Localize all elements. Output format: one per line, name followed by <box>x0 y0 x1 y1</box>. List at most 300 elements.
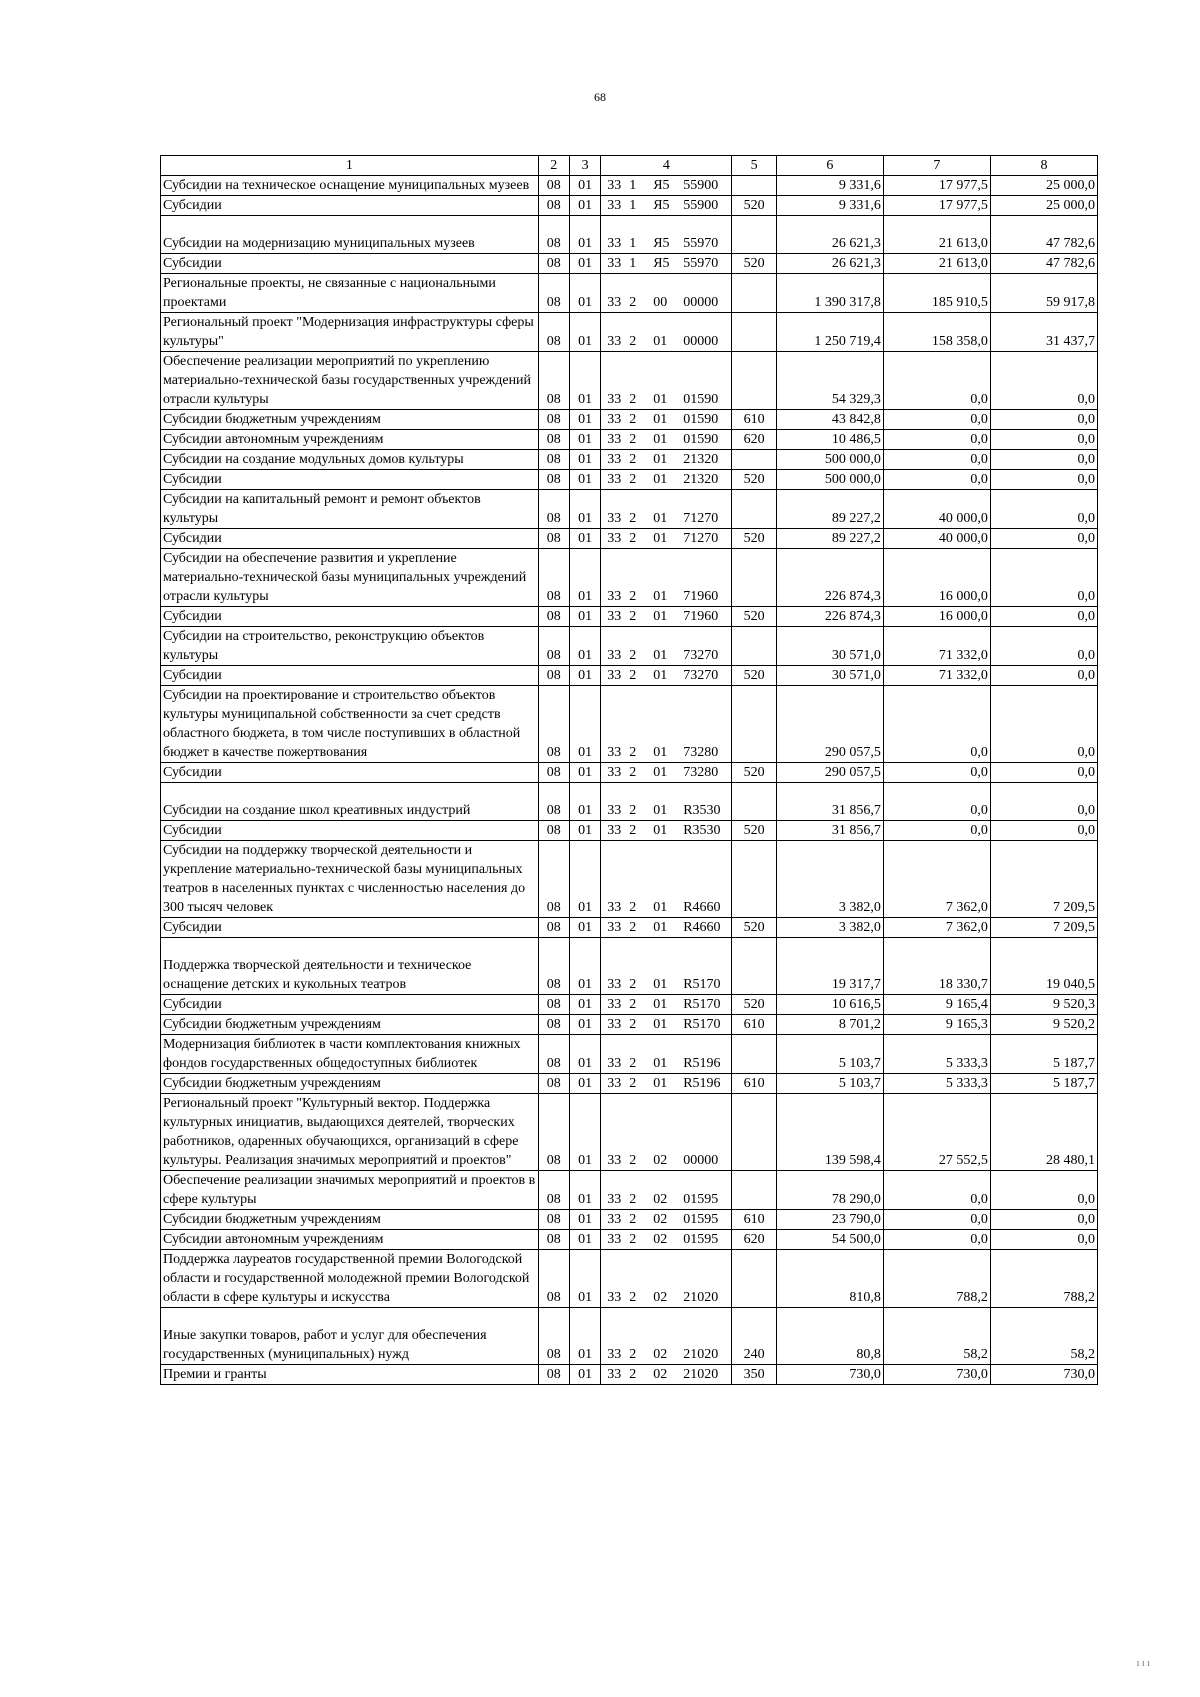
code-part-k1: 33 <box>607 648 622 663</box>
row-col-8: 25 000,0 <box>990 196 1097 216</box>
row-col-7: 21 613,0 <box>883 254 990 274</box>
code-part-k2: 2 <box>629 920 637 935</box>
row-col-3: 01 <box>569 841 600 918</box>
code-part-k2: 2 <box>629 1290 637 1305</box>
row-col-2: 08 <box>538 1210 569 1230</box>
row-col-3: 01 <box>569 1365 600 1385</box>
row-col-7: 16 000,0 <box>883 549 990 607</box>
row-col-5: 520 <box>732 821 776 841</box>
row-col-4 <box>601 254 732 274</box>
row-col-7: 71 332,0 <box>883 627 990 666</box>
row-name: Субсидии <box>161 666 539 686</box>
row-col-7: 40 000,0 <box>883 490 990 529</box>
code-part-k4: 55970 <box>683 256 719 271</box>
row-name: Субсидии <box>161 821 539 841</box>
row-col-7: 0,0 <box>883 783 990 821</box>
row-col-6: 226 874,3 <box>776 607 883 627</box>
row-col-3: 01 <box>569 938 600 995</box>
row-col-6: 43 842,8 <box>776 410 883 430</box>
row-col-7: 9 165,4 <box>883 995 990 1015</box>
row-col-3: 01 <box>569 196 600 216</box>
table-row <box>161 1308 1098 1365</box>
table-row <box>161 821 1098 841</box>
table-row <box>161 666 1098 686</box>
row-col-8: 0,0 <box>990 607 1097 627</box>
code-part-k3: Я5 <box>653 256 670 271</box>
row-col-8: 58,2 <box>990 1308 1097 1365</box>
row-col-7: 730,0 <box>883 1365 990 1385</box>
row-col-5 <box>732 1094 776 1171</box>
table-row <box>161 1250 1098 1308</box>
row-col-2: 08 <box>538 995 569 1015</box>
table-row <box>161 1074 1098 1094</box>
row-name: Субсидии на поддержку творческой деятельности и укрепление материально-технической базы муниципальных театров в населенных пунктах с численностью населения до 300 тысяч человек <box>161 841 539 918</box>
code-part-k3: 01 <box>653 609 668 624</box>
code-part-k3: 01 <box>653 648 668 663</box>
row-col-3: 01 <box>569 1171 600 1210</box>
row-col-6: 730,0 <box>776 1365 883 1385</box>
row-col-3: 01 <box>569 686 600 763</box>
table-row <box>161 783 1098 821</box>
row-col-6: 8 701,2 <box>776 1015 883 1035</box>
row-col-7: 9 165,3 <box>883 1015 990 1035</box>
code-part-k1: 33 <box>607 295 622 310</box>
row-col-8: 0,0 <box>990 1230 1097 1250</box>
code-part-k3: 02 <box>653 1212 668 1227</box>
table-row <box>161 254 1098 274</box>
table-row <box>161 352 1098 410</box>
row-col-5: 520 <box>732 666 776 686</box>
table-row <box>161 686 1098 763</box>
row-col-3: 01 <box>569 821 600 841</box>
row-col-3: 01 <box>569 430 600 450</box>
row-col-5: 610 <box>732 410 776 430</box>
code-part-k1: 33 <box>607 1153 622 1168</box>
row-name: Субсидии на создание модульных домов культуры <box>161 450 539 470</box>
code-part-k2: 2 <box>629 295 637 310</box>
row-col-8: 9 520,3 <box>990 995 1097 1015</box>
code-part-k2: 2 <box>629 452 637 467</box>
col-header-3: 3 <box>569 156 600 176</box>
row-col-6: 290 057,5 <box>776 763 883 783</box>
row-col-8: 19 040,5 <box>990 938 1097 995</box>
row-col-6: 10 486,5 <box>776 430 883 450</box>
row-col-4 <box>601 841 732 918</box>
row-col-2: 08 <box>538 450 569 470</box>
row-col-6: 54 329,3 <box>776 352 883 410</box>
row-col-3: 01 <box>569 1230 600 1250</box>
row-name: Субсидии на модернизацию муниципальных музеев <box>161 216 539 254</box>
row-col-3: 01 <box>569 1210 600 1230</box>
row-col-5: 520 <box>732 763 776 783</box>
row-col-3: 01 <box>569 918 600 938</box>
row-name: Субсидии <box>161 763 539 783</box>
code-part-k4: 55900 <box>683 178 719 193</box>
row-col-7: 788,2 <box>883 1250 990 1308</box>
row-col-6: 810,8 <box>776 1250 883 1308</box>
table-row <box>161 1210 1098 1230</box>
row-col-4 <box>601 666 732 686</box>
row-col-5 <box>732 938 776 995</box>
table-row <box>161 1094 1098 1171</box>
row-col-4 <box>601 196 732 216</box>
row-col-2: 08 <box>538 821 569 841</box>
table-row <box>161 995 1098 1015</box>
row-col-2: 08 <box>538 841 569 918</box>
row-col-6: 9 331,6 <box>776 176 883 196</box>
code-part-k4: R5170 <box>683 977 721 992</box>
row-col-2: 08 <box>538 549 569 607</box>
row-col-5: 610 <box>732 1210 776 1230</box>
code-part-k2: 1 <box>629 178 637 193</box>
code-part-k3: 01 <box>653 745 668 760</box>
code-part-k2: 2 <box>629 472 637 487</box>
row-col-2: 08 <box>538 1171 569 1210</box>
col-header-1: 1 <box>161 156 539 176</box>
code-part-k3: 01 <box>653 589 668 604</box>
row-col-7: 71 332,0 <box>883 666 990 686</box>
code-part-k3: 01 <box>653 432 668 447</box>
row-name: Иные закупки товаров, работ и услуг для обеспечения государственных (муниципальных) нужд <box>161 1308 539 1365</box>
code-part-k3: 02 <box>653 1192 668 1207</box>
row-col-4 <box>601 1210 732 1230</box>
row-col-7: 40 000,0 <box>883 529 990 549</box>
row-col-4 <box>601 313 732 352</box>
row-col-5 <box>732 1250 776 1308</box>
col-header-7: 7 <box>883 156 990 176</box>
row-col-6: 5 103,7 <box>776 1074 883 1094</box>
row-name: Субсидии <box>161 254 539 274</box>
code-part-k2: 2 <box>629 1347 637 1362</box>
row-col-7: 5 333,3 <box>883 1074 990 1094</box>
row-col-3: 01 <box>569 607 600 627</box>
row-col-7: 0,0 <box>883 450 990 470</box>
budget-table <box>160 155 1098 1385</box>
row-name: Субсидии бюджетным учреждениям <box>161 1210 539 1230</box>
row-col-7: 0,0 <box>883 1230 990 1250</box>
row-name: Субсидии <box>161 470 539 490</box>
row-col-4 <box>601 1035 732 1074</box>
col-header-8: 8 <box>990 156 1097 176</box>
code-part-k2: 2 <box>629 392 637 407</box>
code-part-k1: 33 <box>607 198 622 213</box>
row-col-8: 0,0 <box>990 1210 1097 1230</box>
row-col-2: 08 <box>538 352 569 410</box>
row-col-7: 18 330,7 <box>883 938 990 995</box>
row-col-2: 08 <box>538 1250 569 1308</box>
code-part-k4: 71960 <box>683 589 719 604</box>
code-part-k3: 02 <box>653 1232 668 1247</box>
row-col-7: 0,0 <box>883 470 990 490</box>
code-part-k1: 33 <box>607 392 622 407</box>
row-col-4 <box>601 938 732 995</box>
code-part-k1: 33 <box>607 236 622 251</box>
row-col-7: 58,2 <box>883 1308 990 1365</box>
row-col-3: 01 <box>569 352 600 410</box>
row-col-2: 08 <box>538 313 569 352</box>
row-col-5 <box>732 627 776 666</box>
row-col-3: 01 <box>569 1015 600 1035</box>
code-part-k4: 21020 <box>683 1290 719 1305</box>
row-name: Региональные проекты, не связанные с национальными проектами <box>161 274 539 313</box>
table-row <box>161 918 1098 938</box>
row-col-6: 26 621,3 <box>776 254 883 274</box>
code-part-k3: 01 <box>653 472 668 487</box>
col-header-5: 5 <box>732 156 776 176</box>
table-row <box>161 1365 1098 1385</box>
row-name: Субсидии <box>161 607 539 627</box>
row-col-7: 0,0 <box>883 352 990 410</box>
code-part-k1: 33 <box>607 997 622 1012</box>
row-col-8: 0,0 <box>990 1171 1097 1210</box>
row-col-7: 27 552,5 <box>883 1094 990 1171</box>
row-col-2: 08 <box>538 1308 569 1365</box>
row-col-8: 0,0 <box>990 686 1097 763</box>
row-col-6: 1 250 719,4 <box>776 313 883 352</box>
row-col-7: 0,0 <box>883 821 990 841</box>
code-part-k3: 01 <box>653 531 668 546</box>
row-col-6: 3 382,0 <box>776 841 883 918</box>
row-col-2: 08 <box>538 783 569 821</box>
row-col-4 <box>601 1015 732 1035</box>
code-part-k3: 01 <box>653 1056 668 1071</box>
row-col-7: 5 333,3 <box>883 1035 990 1074</box>
table-row <box>161 607 1098 627</box>
row-name: Субсидии бюджетным учреждениям <box>161 1015 539 1035</box>
row-col-2: 08 <box>538 763 569 783</box>
row-name: Модернизация библиотек в части комплектования книжных фондов государственных общедоступных библиотек <box>161 1035 539 1074</box>
code-part-k4: 71270 <box>683 511 719 526</box>
row-col-8: 0,0 <box>990 763 1097 783</box>
row-col-3: 01 <box>569 529 600 549</box>
row-col-5 <box>732 686 776 763</box>
code-part-k4: 55970 <box>683 236 719 251</box>
row-col-4 <box>601 821 732 841</box>
row-col-8: 0,0 <box>990 450 1097 470</box>
code-part-k2: 2 <box>629 668 637 683</box>
code-part-k1: 33 <box>607 452 622 467</box>
row-col-3: 01 <box>569 1074 600 1094</box>
row-col-6: 31 856,7 <box>776 783 883 821</box>
code-part-k1: 33 <box>607 1056 622 1071</box>
row-col-5 <box>732 352 776 410</box>
header-row <box>161 156 1098 176</box>
code-part-k3: Я5 <box>653 198 670 213</box>
row-col-7: 21 613,0 <box>883 216 990 254</box>
row-col-4 <box>601 352 732 410</box>
code-part-k2: 2 <box>629 823 637 838</box>
code-part-k4: 01595 <box>683 1232 719 1247</box>
row-name: Субсидии на техническое оснащение муниципальных музеев <box>161 176 539 196</box>
row-col-4 <box>601 1171 732 1210</box>
table-row <box>161 490 1098 529</box>
row-col-4 <box>601 783 732 821</box>
code-part-k3: 01 <box>653 392 668 407</box>
row-col-8: 788,2 <box>990 1250 1097 1308</box>
table-row <box>161 470 1098 490</box>
table-row <box>161 196 1098 216</box>
code-part-k1: 33 <box>607 531 622 546</box>
row-col-3: 01 <box>569 490 600 529</box>
code-part-k3: 01 <box>653 765 668 780</box>
row-col-5 <box>732 783 776 821</box>
code-part-k1: 33 <box>607 1212 622 1227</box>
code-part-k1: 33 <box>607 823 622 838</box>
row-col-4 <box>601 430 732 450</box>
code-part-k3: 01 <box>653 1076 668 1091</box>
col-header-2: 2 <box>538 156 569 176</box>
row-col-7: 17 977,5 <box>883 196 990 216</box>
code-part-k1: 33 <box>607 765 622 780</box>
code-part-k4: R5196 <box>683 1076 721 1091</box>
row-col-3: 01 <box>569 1094 600 1171</box>
row-col-5 <box>732 549 776 607</box>
row-col-7: 16 000,0 <box>883 607 990 627</box>
code-part-k4: 21320 <box>683 452 719 467</box>
code-part-k1: 33 <box>607 334 622 349</box>
row-name: Субсидии <box>161 529 539 549</box>
row-col-8: 0,0 <box>990 470 1097 490</box>
code-part-k3: 00 <box>653 295 668 310</box>
code-part-k1: 33 <box>607 256 622 271</box>
row-col-6: 23 790,0 <box>776 1210 883 1230</box>
row-col-8: 0,0 <box>990 627 1097 666</box>
row-col-3: 01 <box>569 216 600 254</box>
row-name: Субсидии <box>161 196 539 216</box>
row-col-3: 01 <box>569 549 600 607</box>
page-number: 68 <box>594 90 606 104</box>
row-col-7: 0,0 <box>883 686 990 763</box>
row-col-3: 01 <box>569 995 600 1015</box>
table-row <box>161 841 1098 918</box>
row-col-4 <box>601 627 732 666</box>
code-part-k1: 33 <box>607 609 622 624</box>
table-row <box>161 430 1098 450</box>
row-col-3: 01 <box>569 666 600 686</box>
row-col-8: 47 782,6 <box>990 254 1097 274</box>
code-part-k4: 01590 <box>683 392 719 407</box>
row-col-2: 08 <box>538 216 569 254</box>
row-col-2: 08 <box>538 410 569 430</box>
row-col-4 <box>601 529 732 549</box>
code-part-k2: 2 <box>629 334 637 349</box>
row-col-5 <box>732 450 776 470</box>
row-col-6: 78 290,0 <box>776 1171 883 1210</box>
col-header-4: 4 <box>601 156 732 176</box>
code-part-k2: 2 <box>629 900 637 915</box>
row-name: Субсидии автономным учреждениям <box>161 430 539 450</box>
code-part-k4: R5170 <box>683 997 721 1012</box>
code-part-k1: 33 <box>607 1232 622 1247</box>
code-part-k2: 2 <box>629 1076 637 1091</box>
row-col-3: 01 <box>569 1250 600 1308</box>
row-col-3: 01 <box>569 274 600 313</box>
code-part-k4: 73280 <box>683 765 719 780</box>
row-col-2: 08 <box>538 430 569 450</box>
row-col-2: 08 <box>538 529 569 549</box>
row-col-6: 226 874,3 <box>776 549 883 607</box>
row-col-6: 31 856,7 <box>776 821 883 841</box>
code-part-k3: 01 <box>653 668 668 683</box>
row-col-8: 9 520,2 <box>990 1015 1097 1035</box>
row-col-4 <box>601 176 732 196</box>
row-col-6: 26 621,3 <box>776 216 883 254</box>
row-col-2: 08 <box>538 1365 569 1385</box>
row-col-6: 54 500,0 <box>776 1230 883 1250</box>
row-col-6: 10 616,5 <box>776 995 883 1015</box>
table-row <box>161 1035 1098 1074</box>
row-col-8: 7 209,5 <box>990 841 1097 918</box>
row-col-5: 520 <box>732 254 776 274</box>
row-col-2: 08 <box>538 1230 569 1250</box>
code-part-k3: 01 <box>653 334 668 349</box>
row-col-2: 08 <box>538 176 569 196</box>
row-col-2: 08 <box>538 1094 569 1171</box>
table-row <box>161 549 1098 607</box>
row-col-2: 08 <box>538 918 569 938</box>
code-part-k3: 02 <box>653 1290 668 1305</box>
code-part-k4: 21020 <box>683 1347 719 1362</box>
row-col-4 <box>601 410 732 430</box>
row-col-4 <box>601 1074 732 1094</box>
code-part-k1: 33 <box>607 1347 622 1362</box>
code-part-k4: R5196 <box>683 1056 721 1071</box>
row-col-8: 28 480,1 <box>990 1094 1097 1171</box>
row-name: Субсидии <box>161 995 539 1015</box>
row-name: Субсидии <box>161 918 539 938</box>
row-col-5 <box>732 216 776 254</box>
row-col-2: 08 <box>538 686 569 763</box>
table-row <box>161 627 1098 666</box>
row-name: Региональный проект "Культурный вектор. Поддержка культурных инициатив, выдающихся деятелей, творческих работников, одаренных обучающихся, организаций в сфере культуры. Реализация значимых мероприятий и проектов" <box>161 1094 539 1171</box>
table-row <box>161 274 1098 313</box>
row-col-6: 30 571,0 <box>776 627 883 666</box>
row-col-5: 520 <box>732 918 776 938</box>
code-part-k2: 2 <box>629 432 637 447</box>
table-row <box>161 1171 1098 1210</box>
row-col-7: 17 977,5 <box>883 176 990 196</box>
code-part-k3: Я5 <box>653 178 670 193</box>
table-row <box>161 763 1098 783</box>
code-part-k4: 00000 <box>683 295 719 310</box>
table-row <box>161 450 1098 470</box>
code-part-k3: 01 <box>653 412 668 427</box>
row-col-4 <box>601 686 732 763</box>
row-col-6: 19 317,7 <box>776 938 883 995</box>
code-part-k2: 2 <box>629 1367 637 1382</box>
row-col-8: 59 917,8 <box>990 274 1097 313</box>
row-col-3: 01 <box>569 763 600 783</box>
row-col-2: 08 <box>538 196 569 216</box>
row-col-5 <box>732 1035 776 1074</box>
code-part-k4: 73270 <box>683 668 719 683</box>
code-part-k1: 33 <box>607 412 622 427</box>
row-name: Субсидии на капитальный ремонт и ремонт объектов культуры <box>161 490 539 529</box>
row-col-5: 520 <box>732 470 776 490</box>
code-part-k2: 2 <box>629 1153 637 1168</box>
row-col-8: 25 000,0 <box>990 176 1097 196</box>
code-part-k2: 2 <box>629 1232 637 1247</box>
row-col-8: 0,0 <box>990 352 1097 410</box>
row-name: Субсидии бюджетным учреждениям <box>161 1074 539 1094</box>
row-col-4 <box>601 450 732 470</box>
row-col-6: 3 382,0 <box>776 918 883 938</box>
code-part-k3: 01 <box>653 900 668 915</box>
row-col-7: 0,0 <box>883 410 990 430</box>
code-part-k2: 2 <box>629 648 637 663</box>
code-part-k1: 33 <box>607 472 622 487</box>
code-part-k2: 2 <box>629 511 637 526</box>
